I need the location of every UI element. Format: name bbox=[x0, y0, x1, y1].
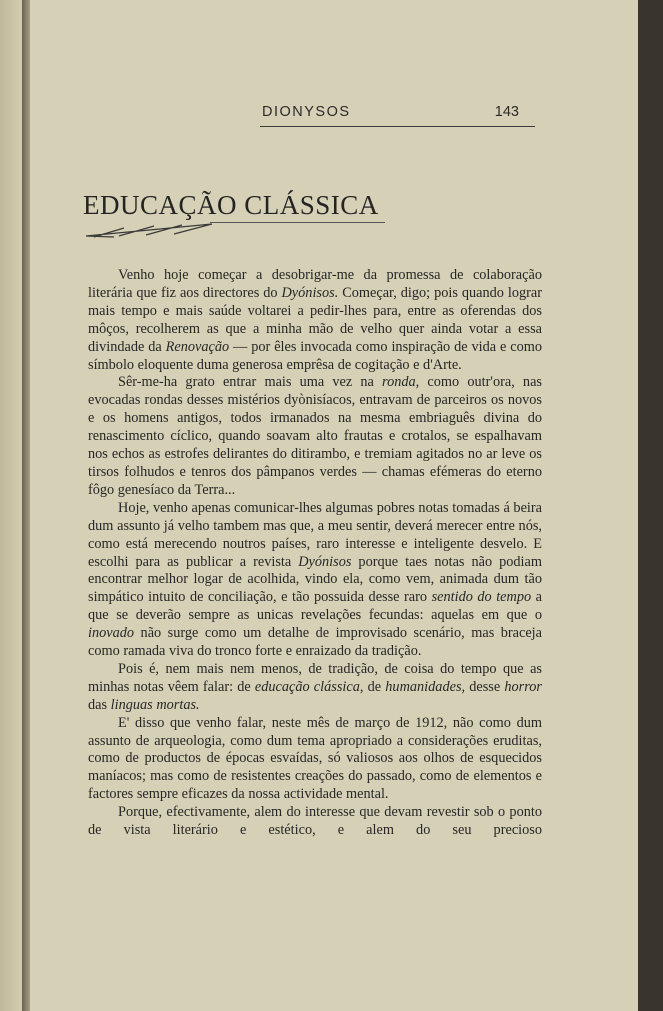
italic-text: sentido do tempo bbox=[431, 589, 532, 606]
paragraph bbox=[88, 374, 542, 499]
text-run: não surge como um detalhe de improvisado scenário, mas braceja como ramada viva do tronco forte e enraizado da tradição. bbox=[88, 625, 542, 660]
title-underline bbox=[210, 222, 385, 223]
italic-text: ronda, bbox=[382, 374, 420, 391]
paragraph bbox=[88, 715, 542, 805]
text-run: de bbox=[363, 678, 386, 695]
facing-page-edge bbox=[0, 0, 22, 1011]
title-ornament bbox=[84, 220, 219, 240]
italic-text: humanidades, bbox=[385, 678, 466, 695]
text-run: das bbox=[88, 696, 111, 713]
italic-text: Dyónisos. bbox=[281, 284, 339, 301]
scan-background bbox=[638, 0, 663, 1011]
text-run: — por êles invocada como inspiração de vida e como símbolo eloquente duma generosa emprêsa de cogitação e d'Arte. bbox=[88, 338, 542, 373]
italic-text: linguas mortas. bbox=[110, 696, 200, 713]
text-run: Hoje, venho apenas comunicar-lhes algumas pobres notas tomadas á beira dum assunto já velho tambem mas que, a meu sentir, deverá merecer entre nós, como está merecendo noutros países, raro interesse e inteligente desvelo. E escolhi para as publicar a revista bbox=[88, 499, 542, 570]
text-run: Porque, efectivamente, alem do interesse que devam revestir sob o ponto de vista literário e estético, e alem do seu precioso bbox=[88, 804, 542, 839]
italic-text: educação clássica, bbox=[254, 678, 364, 695]
italic-text: inovado bbox=[88, 625, 135, 642]
text-run: Começar, digo; pois quando lograr mais tempo e mais saúde voltarei a pedir-lhes para, entre as oferendas dos môços, recolherem as que a minha mão de velho quer ainda votar a essa divindade da bbox=[88, 284, 542, 355]
page-header bbox=[260, 104, 535, 127]
italic-text: horror bbox=[504, 678, 542, 695]
page-number: 143 bbox=[494, 104, 519, 120]
text-run: E' disso que venho falar, neste mês de março de 1912, não como dum assunto de arqueologia, como dum tema apropriado a considerações eruditas, como de productos de épocas esvaídas, só valiosos aos olhos de esquecidos maníacos; mas como de resistentes creações do passado, como de elementos e factores sempre eficazes da nossa actividade mental. bbox=[88, 714, 542, 803]
text-run: a que se deverão sempre as unicas revelações fecundas: aquelas em que o bbox=[88, 589, 543, 624]
text-run: desse bbox=[465, 678, 505, 695]
text-run: como outr'ora, nas evocadas rondas desses mistérios dyònisíacos, entravam de parceiros os novos e os homens antigos, todos irmanados na mesma embriaguês divina do renascimento cíclico, quando soavam alto frautas e crotalos, se espalhavam nos echos as estrofes delirantes do ditirambo, e tremiam agitados no ar leve os tirsos folhudos e tenros dos pâmpanos verdes — chamas efémeras do eterno fôgo genesíaco da Terra... bbox=[88, 374, 542, 498]
running-title: DIONYSOS bbox=[262, 104, 351, 120]
paragraph bbox=[88, 661, 542, 715]
article-body bbox=[88, 267, 542, 840]
paragraph bbox=[88, 804, 542, 840]
book-gutter bbox=[22, 0, 30, 1011]
italic-text: Dyónisos bbox=[298, 553, 352, 570]
text-run: Pois é, nem mais nem menos, de tradição, de coisa do tempo que as minhas notas vêem falar: de bbox=[88, 660, 542, 695]
italic-text: Renovação bbox=[165, 338, 230, 355]
paragraph bbox=[88, 267, 542, 374]
article-title: EDUCAÇÃO CLÁSSICA bbox=[83, 190, 379, 220]
paragraph bbox=[88, 500, 542, 661]
text-run: Venho hoje começar a desobrigar-me da promessa de colaboração literária que fiz aos directores do bbox=[88, 267, 542, 301]
text-run: Sêr-me-ha grato entrar mais uma vez na bbox=[118, 374, 383, 391]
text-run: porque taes notas não podiam encontrar melhor logar de acolhida, vindo ela, como vem, animada dum tão simpático intuito de conciliação, e tão possuida desse raro bbox=[88, 553, 542, 606]
